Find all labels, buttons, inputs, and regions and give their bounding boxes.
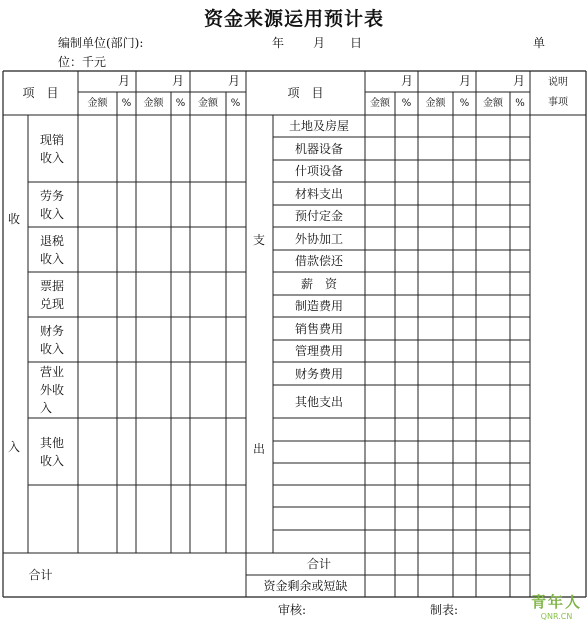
header-pct-right-2: % (459, 98, 470, 109)
expense-item-6: 外协加工 (294, 231, 343, 246)
unit-label: 编制单位(部门): (58, 36, 144, 50)
expense-item-5: 预付定金 (294, 209, 343, 223)
header-month-left-3: 月 (228, 74, 241, 88)
header-remark-2: 事项 (548, 97, 568, 108)
income-total-label: 合计 (28, 568, 53, 582)
income-section-top: 收 (8, 212, 21, 226)
header-month-right-1: 月 (401, 74, 414, 88)
income-item-6-line-2: 外收 (40, 383, 65, 397)
header-amount-left-1: 金额 (87, 98, 108, 109)
header-pct-left-2: % (175, 98, 186, 109)
expense-item-10: 销售费用 (294, 321, 343, 336)
income-item-6-line-3: 入 (40, 401, 53, 415)
income-item-4-line-1: 票据 (40, 278, 65, 293)
form-title: 资金来源运用预计表 (203, 8, 384, 30)
expense-section-bottom: 出 (253, 442, 266, 456)
expense-item-12: 财务费用 (294, 366, 343, 381)
unit-prefix: 单 (533, 36, 546, 50)
header-amount-left-3: 金额 (198, 98, 218, 109)
income-item-7-line-2: 收入 (40, 453, 65, 468)
expense-item-9: 制造费用 (294, 299, 343, 313)
income-item-5-line-2: 收入 (40, 341, 65, 356)
audit-label: 审核: (278, 603, 307, 617)
income-item-1-line-1: 现销 (40, 132, 65, 147)
expense-item-11: 管理费用 (294, 344, 343, 358)
watermark-site: QNR.CN (540, 612, 573, 621)
header-month-right-3: 月 (513, 74, 526, 88)
header-item-left: 项 目 (22, 86, 59, 100)
header-pct-right-1: % (401, 98, 412, 109)
header-remark-1: 说明 (548, 77, 568, 88)
year-label: 年 (272, 36, 285, 50)
day-label: 日 (350, 36, 363, 50)
expense-item-4: 材料支出 (294, 186, 343, 201)
expense-item-8: 薪 资 (300, 276, 337, 291)
header-pct-left-3: % (230, 98, 241, 109)
prepared-label: 制表: (430, 603, 459, 617)
income-item-2-line-1: 劳务 (40, 188, 65, 203)
header-month-left-2: 月 (172, 74, 185, 88)
header-pct-left-1: % (121, 98, 132, 109)
income-item-3-line-2: 收入 (40, 251, 65, 266)
income-item-2-line-2: 收入 (40, 206, 65, 221)
header-month-left-1: 月 (118, 74, 131, 88)
expense-item-3: 什项设备 (294, 164, 343, 178)
expense-item-7: 借款偿还 (294, 254, 343, 268)
balance-label: 资金剩余或短缺 (263, 579, 348, 593)
income-item-3-line-1: 退税 (40, 233, 65, 248)
expense-item-2: 机器设备 (294, 141, 343, 156)
watermark-logo (531, 591, 582, 621)
income-item-4-line-2: 兑现 (40, 296, 65, 311)
header-amount-left-2: 金额 (143, 98, 164, 109)
expense-section-top: 支 (253, 233, 266, 247)
header-amount-right-1: 金额 (370, 98, 390, 109)
header-item-right: 项 目 (287, 86, 324, 100)
header-amount-right-2: 金额 (425, 98, 446, 109)
income-item-7-line-1: 其他 (40, 435, 65, 450)
header-amount-right-3: 金额 (483, 98, 503, 109)
income-item-6-line-1: 营业 (40, 365, 65, 379)
expense-item-13: 其他支出 (294, 394, 343, 409)
header-pct-right-3: % (515, 98, 525, 109)
watermark-text: 青年人 (530, 593, 582, 611)
header-month-right-2: 月 (459, 74, 472, 88)
month-label: 月 (313, 36, 326, 50)
income-item-5-line-1: 财务 (40, 323, 65, 338)
expense-item-1: 土地及房屋 (288, 119, 349, 133)
income-item-1-line-2: 收入 (40, 150, 65, 165)
expense-total-label: 合计 (306, 557, 331, 571)
unit-suffix: 位：千元 (58, 55, 107, 69)
income-section-bottom: 入 (8, 440, 21, 454)
